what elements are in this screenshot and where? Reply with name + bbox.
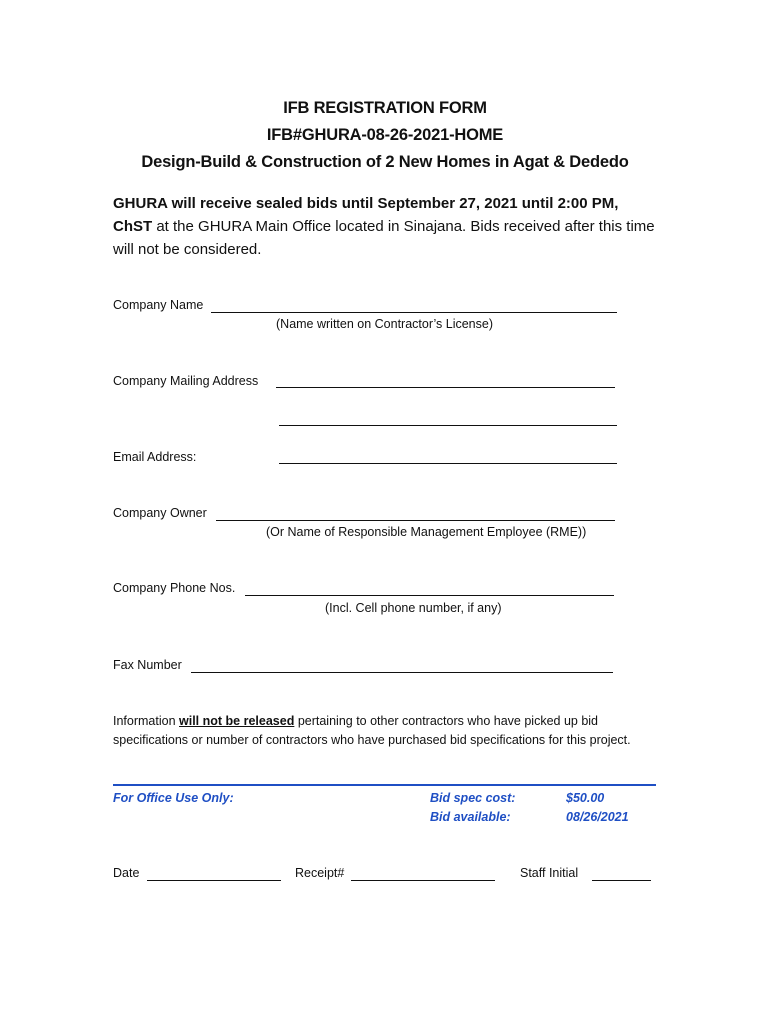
mailing-address-field-1[interactable] <box>276 387 615 388</box>
owner-label: Company Owner <box>113 506 207 520</box>
deadline-text: GHURA will receive sealed bids until September 27, 2021 until 2:00 PM, <box>113 195 619 212</box>
fax-label: Fax Number <box>113 658 182 672</box>
bid-deadline-notice <box>113 192 673 261</box>
receipt-field[interactable] <box>351 880 495 881</box>
date-field[interactable] <box>147 880 281 881</box>
phone-note: (Incl. Cell phone number, if any) <box>325 601 502 615</box>
phone-field[interactable] <box>245 595 614 596</box>
company-name-field[interactable] <box>211 312 617 313</box>
title-line-2: IFB#GHURA-08-26-2021-HOME <box>266 126 504 144</box>
date-label: Date <box>113 866 140 880</box>
mailing-address-field-2[interactable] <box>279 425 617 426</box>
note-after: pertaining to other contractors who have picked up bid specifications or number of contractors who have purchased bid specifications for this project. <box>113 714 631 747</box>
timezone-text: ChST <box>113 218 153 235</box>
title-line-1: IFB REGISTRATION FORM <box>283 99 487 117</box>
bid-available-label: Bid available: <box>430 810 511 824</box>
email-label: Email Address: <box>113 450 197 464</box>
staff-initial-label: Staff Initial <box>520 866 579 880</box>
company-name-note: (Name written on Contractor’s License) <box>276 317 493 331</box>
phone-label: Company Phone Nos. <box>113 581 236 595</box>
owner-field[interactable] <box>216 520 615 521</box>
office-use-label: For Office Use Only: <box>113 791 234 805</box>
disclosure-note <box>113 712 673 750</box>
fax-field[interactable] <box>191 672 613 673</box>
staff-initial-field[interactable] <box>592 880 651 881</box>
email-field[interactable] <box>279 463 617 464</box>
note-before: Information <box>113 714 180 728</box>
bid-available-value: 08/26/2021 <box>566 810 629 824</box>
company-name-label: Company Name <box>113 298 204 312</box>
title-line-3: Design-Build & Construction of 2 New Homes in Agat & Dededo <box>141 153 629 171</box>
note-emphasis: will not be released <box>179 714 295 728</box>
mailing-address-label: Company Mailing Address <box>113 374 259 388</box>
bid-spec-cost-value: $50.00 <box>566 791 605 805</box>
form-title <box>0 95 770 176</box>
bid-spec-cost-label: Bid spec cost: <box>430 791 516 805</box>
owner-note: (Or Name of Responsible Management Employee (RME)) <box>266 525 587 539</box>
office-divider <box>113 784 656 786</box>
notice-rest: at the GHURA Main Office located in Sinajana. Bids received after this time will not be considered. <box>113 218 655 258</box>
receipt-label: Receipt# <box>295 866 345 880</box>
